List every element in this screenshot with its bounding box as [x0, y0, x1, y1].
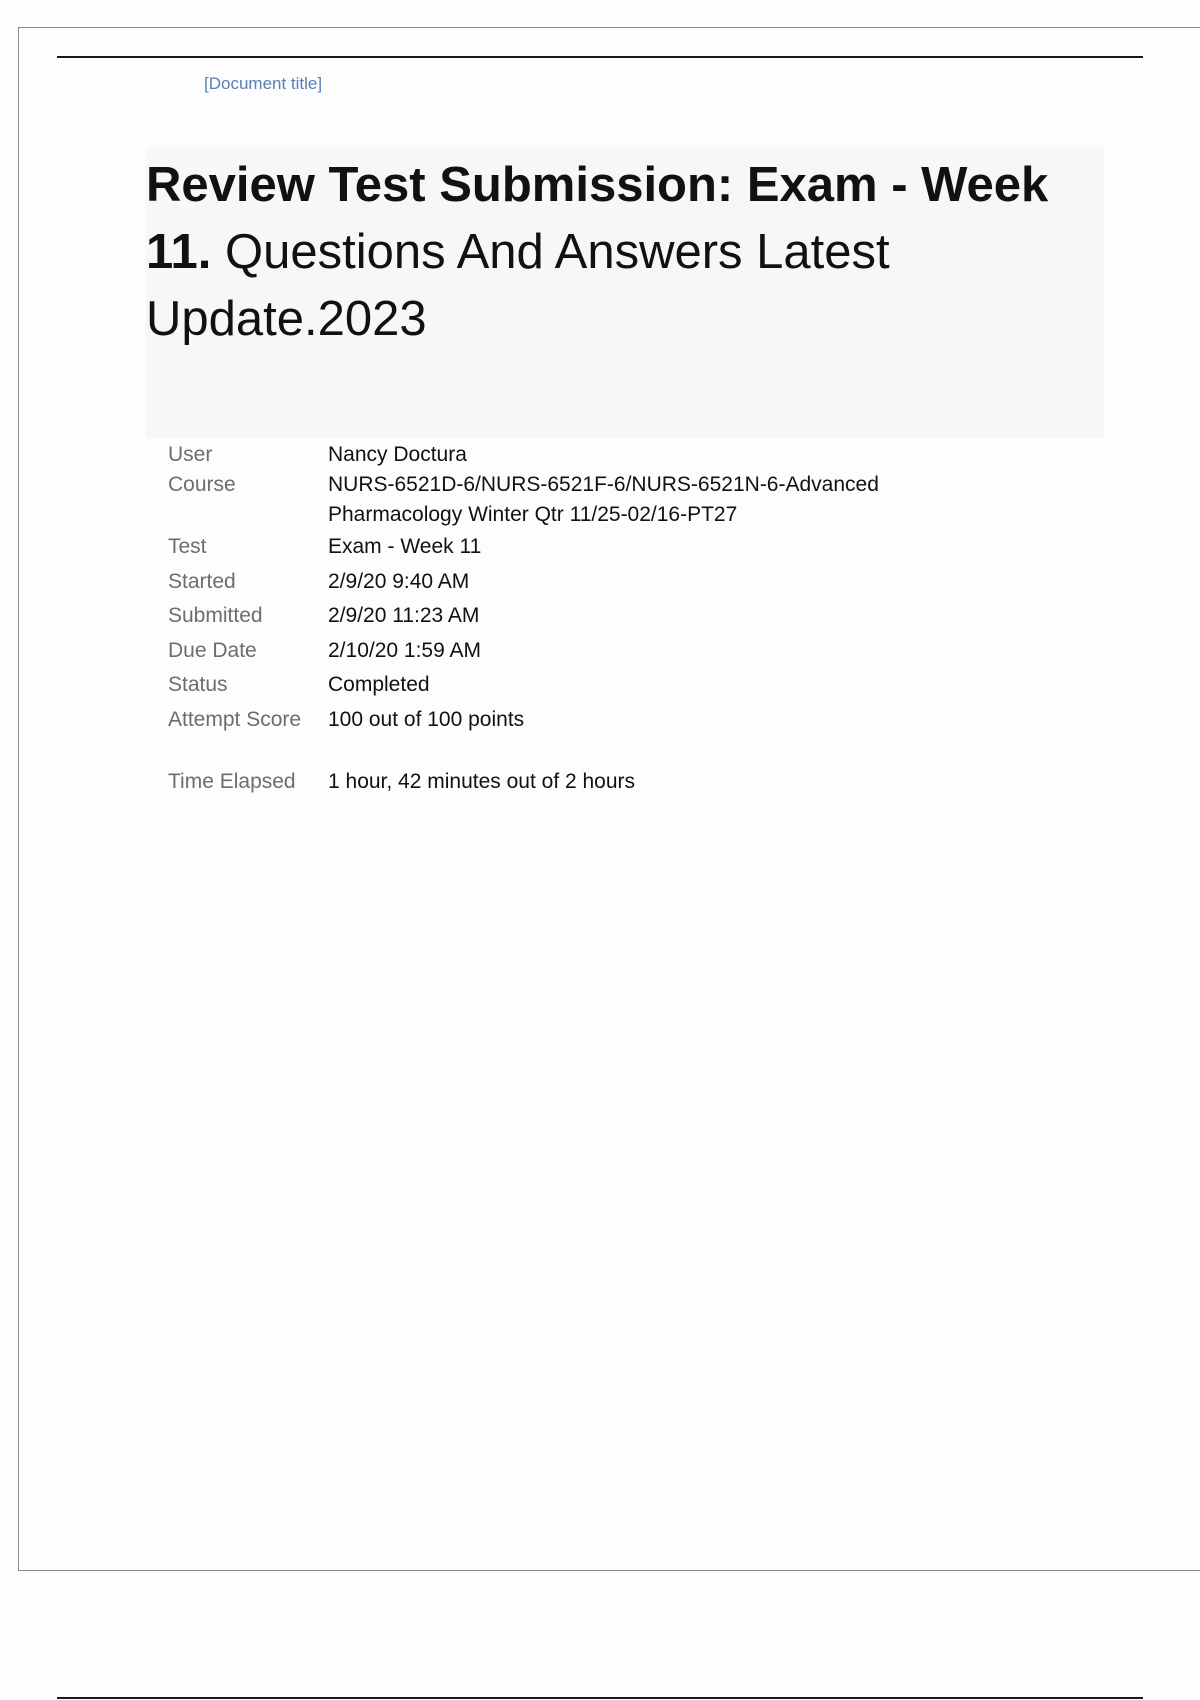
- page-title-bold: Review Test Submission: Exam - Week 11.: [146, 158, 1049, 279]
- detail-value: NURS-6521D-6/NURS-6521F-6/NURS-6521N-6-Advanced Pharmacology Winter Qtr 11/25-02/16-PT27: [328, 473, 879, 526]
- detail-row-started: [160, 567, 936, 602]
- submission-details-table: [160, 440, 936, 797]
- detail-row-due-date: [160, 636, 936, 671]
- page-title: [146, 152, 1096, 353]
- detail-label: Status: [168, 673, 228, 696]
- detail-label: Time Elapsed: [168, 769, 296, 793]
- detail-value: 100 out of 100 points: [328, 707, 525, 731]
- detail-value: 2/9/20 11:23 AM: [328, 604, 480, 627]
- page-title-normal: Questions And Answers Latest Update.2023: [146, 225, 890, 346]
- document-title-placeholder[interactable]: [Document title]: [204, 74, 323, 93]
- detail-value: Completed: [328, 673, 430, 696]
- detail-label: Started: [168, 569, 236, 593]
- detail-label: Due Date: [168, 638, 257, 662]
- detail-row-status: [160, 670, 936, 705]
- detail-label: Submitted: [168, 604, 263, 627]
- detail-value: 2/10/20 1:59 AM: [328, 638, 481, 662]
- detail-row-course: [160, 470, 936, 532]
- detail-value: Nancy Doctura: [328, 443, 467, 466]
- detail-row-attempt-score: [160, 705, 936, 767]
- detail-value: 2/9/20 9:40 AM: [328, 569, 470, 593]
- detail-row-time-elapsed: [160, 767, 936, 797]
- detail-label: Course: [168, 473, 236, 496]
- header-rule: [57, 56, 1143, 58]
- detail-row-user: [160, 440, 936, 470]
- detail-label: Attempt Score: [168, 707, 302, 731]
- detail-row-test: [160, 532, 936, 567]
- detail-row-submitted: [160, 601, 936, 636]
- detail-value: 1 hour, 42 minutes out of 2 hours: [328, 769, 636, 793]
- detail-label: Test: [168, 535, 207, 558]
- footer-rule: [57, 1697, 1143, 1699]
- detail-label: User: [168, 443, 213, 466]
- detail-value: Exam - Week 11: [328, 535, 482, 558]
